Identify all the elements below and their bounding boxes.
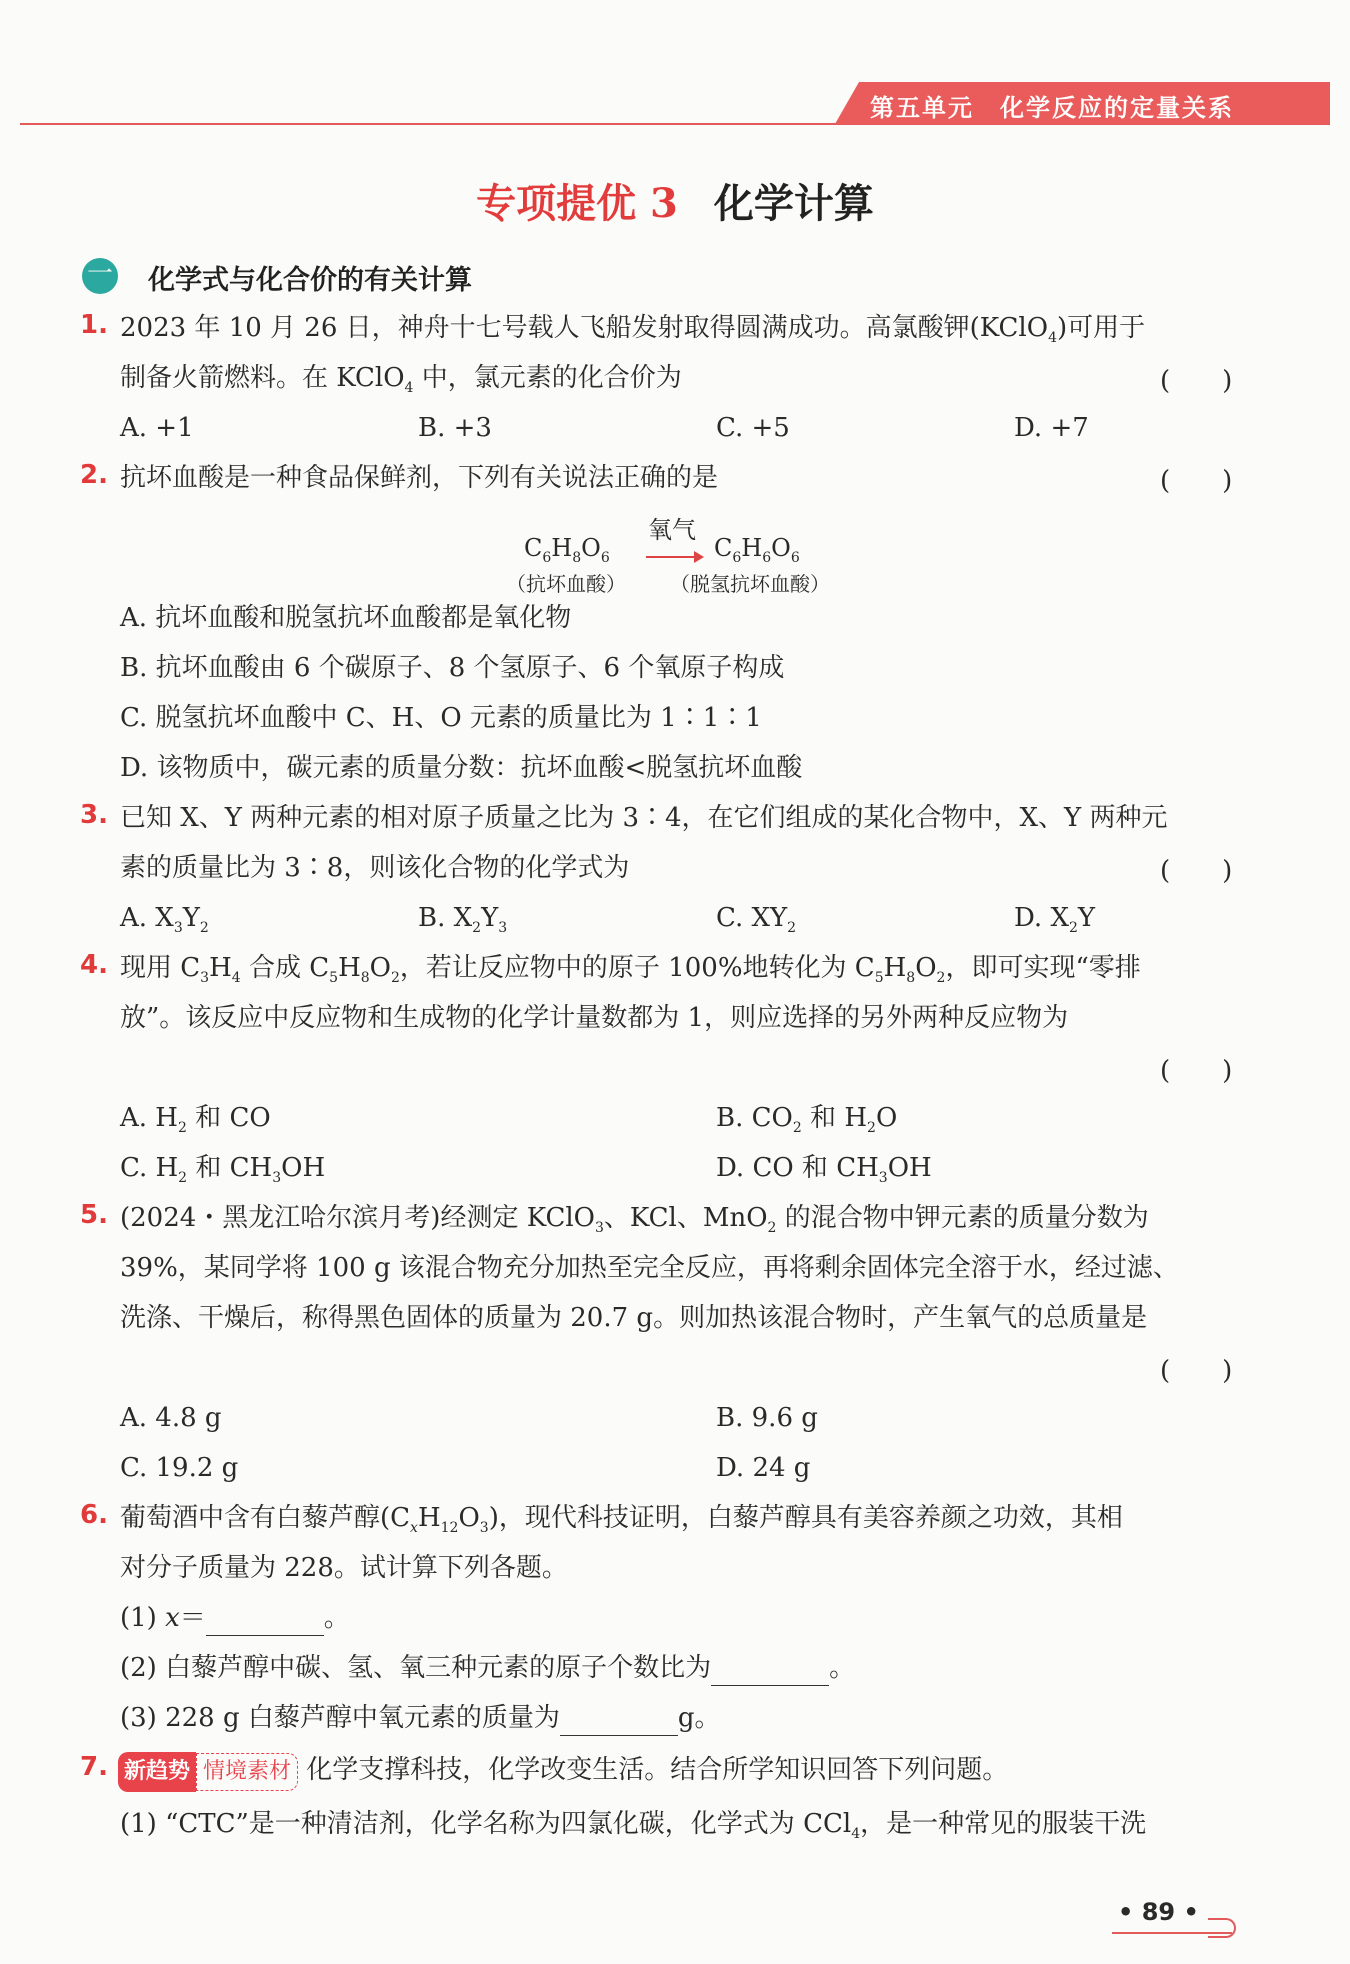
question-6-line2: 对分子质量为 228。试计算下列各题。 [120, 1553, 568, 1583]
page-number: • 89 • [1118, 1898, 1199, 1926]
option-d: D. CO 和 $CH_3OH$ [716, 1153, 932, 1187]
question-4-line1: 现用 $C_3H_4$ 合成 $C_5H_8O_2$，若让反应物中的原子 100%地转化为 $C_5H_8O_2$，即可实现“零排 [120, 953, 1141, 987]
page-number-hook [1208, 1918, 1236, 1938]
question-1-line1: 2023 年 10 月 26 日，神舟十七号载人飞船发射取得圆满成功。高氯酸钾(KClO$_4$)可用于 [120, 313, 1146, 347]
answer-bracket: ( ) [1160, 466, 1233, 496]
option-b: B. +3 [418, 413, 492, 443]
question-5-line2: 39%，某同学将 100 g 该混合物充分加热至完全反应，再将剩余固体完全溶于水，经过滤、 [120, 1253, 1179, 1283]
subquestion-1: (1) x＝ 。 [120, 1600, 350, 1636]
name-dehydroascorbic-acid: （脱氢抗坏血酸） [670, 572, 830, 596]
option-d: D. +7 [1014, 413, 1089, 443]
question-2-stem: 抗坏血酸是一种食品保鲜剂，下列有关说法正确的是 [120, 463, 719, 493]
name-ascorbic-acid: （抗坏血酸） [506, 572, 626, 596]
option-d: D. $X_2Y$ [1014, 903, 1096, 937]
formula-ascorbic-acid: $C_6H_8O_6$ [524, 534, 610, 566]
option-a: A. $X_3Y_2$ [120, 903, 209, 937]
option-c: C. $H_2$ 和 $CH_3OH$ [120, 1153, 326, 1187]
question-6-line1: 葡萄酒中含有白藜芦醇$(C_xH_{12}O_3)$，现代科技证明，白藜芦醇具有美容养颜之功效，其相 [120, 1503, 1123, 1537]
answer-bracket: ( ) [1160, 1056, 1233, 1086]
option-a: A. 4.8 g [120, 1403, 222, 1433]
option-d: D. 该物质中，碳元素的质量分数：抗坏血酸<脱氢抗坏血酸 [120, 753, 803, 783]
unit-title: 第五单元 化学反应的定量关系 [870, 94, 1234, 122]
context-material-tag: 情境素材 [196, 1753, 298, 1791]
question-7-line1: 新趋势 情境素材 化学支撑科技，化学改变生活。结合所学知识回答下列问题。 [118, 1752, 1008, 1792]
option-a: A. +1 [120, 413, 194, 443]
subquestion-2: (2) 白藜芦醇中碳、氢、氧三种元素的原子个数比为 。 [120, 1650, 855, 1686]
answer-bracket: ( ) [1160, 366, 1233, 396]
option-a: A. 抗坏血酸和脱氢抗坏血酸都是氧化物 [120, 603, 572, 633]
question-3-number: 3. [80, 800, 108, 830]
answer-bracket: ( ) [1160, 856, 1233, 886]
title-part1: 专项提优 3 [476, 180, 678, 227]
question-2-number: 2. [80, 460, 108, 490]
option-b: B. 9.6 g [716, 1403, 818, 1433]
answer-blank[interactable] [560, 1705, 678, 1736]
answer-blank[interactable] [711, 1655, 829, 1686]
answer-blank[interactable] [206, 1605, 324, 1636]
question-5-line1: (2024・黑龙江哈尔滨月考)经测定 KClO$_3$、KCl、MnO$_2$ 的混合物中钾元素的质量分数为 [120, 1203, 1149, 1237]
question-3-line2: 素的质量比为 3∶8，则该化合物的化学式为 [120, 853, 630, 883]
question-4-number: 4. [80, 950, 108, 980]
question-1-line2: 制备火箭燃料。在 KClO$_4$ 中，氯元素的化合价为 [120, 363, 682, 397]
question-7-line2: (1) “CTC”是一种清洁剂，化学名称为四氯化碳，化学式为 CCl$_4$，是一种常见的服装干洗 [120, 1809, 1147, 1843]
option-c: C. $XY_2$ [716, 903, 797, 937]
question-6-number: 6. [80, 1500, 108, 1530]
question-4-line2: 放”。该反应中反应物和生成物的化学计量数都为 1，则应选择的另外两种反应物为 [120, 1003, 1069, 1033]
question-7-number: 7. [80, 1752, 108, 1782]
new-trend-tag: 新趋势 [118, 1752, 196, 1792]
question-3-line1: 已知 X、Y 两种元素的相对原子质量之比为 3∶4，在它们组成的某化合物中，X、Y 两种元 [120, 803, 1168, 833]
option-b: B. 抗坏血酸由 6 个碳原子、8 个氢原子、6 个氧原子构成 [120, 653, 785, 683]
option-b: B. $X_2Y_3$ [418, 903, 508, 937]
formula-dehydroascorbic-acid: $C_6H_6O_6$ [714, 534, 800, 566]
option-a: A. $H_2$ 和 CO [120, 1103, 271, 1137]
option-d: D. 24 g [716, 1453, 811, 1483]
section-title: 化学式与化合价的有关计算 [148, 265, 472, 296]
section-number-icon: 一 [82, 258, 118, 294]
question-1-number: 1. [80, 310, 108, 340]
question-5-number: 5. [80, 1200, 108, 1230]
option-c: C. +5 [716, 413, 790, 443]
reaction-condition: 氧气 [648, 516, 696, 544]
question-5-line3: 洗涤、干燥后，称得黑色固体的质量为 20.7 g。则加热该混合物时，产生氧气的总质量是 [120, 1303, 1148, 1333]
option-b: B. $CO_2$ 和 $H_2O$ [716, 1103, 898, 1137]
subquestion-3: (3) 228 g 白藜芦醇中氧元素的质量为 g。 [120, 1700, 721, 1736]
reaction-arrow [646, 556, 702, 558]
option-c: C. 脱氢抗坏血酸中 C、H、O 元素的质量比为 1∶1∶1 [120, 703, 762, 733]
page-title [0, 172, 1350, 229]
option-c: C. 19.2 g [120, 1453, 239, 1483]
title-part2: 化学计算 [713, 180, 874, 227]
answer-bracket: ( ) [1160, 1356, 1233, 1386]
